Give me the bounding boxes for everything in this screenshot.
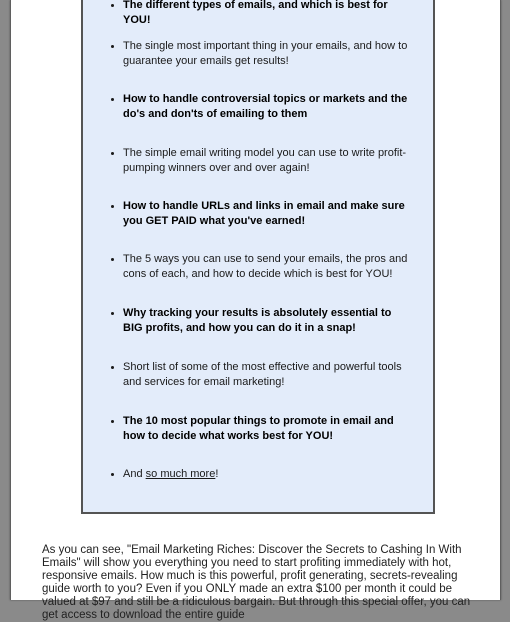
list-item-text: The single most important thing in your emails, and how to guarantee your emails get results! bbox=[123, 40, 408, 67]
bullet-icon bbox=[111, 98, 114, 101]
intro-paragraph: As you can see, "Email Marketing Riches: Discover the Secrets to Cashing In With Emails" will show you everything you need to start profiting immediately with hot, responsive emails. How much is this powerful, profit generating, secrets-revealing guide worth to you? Even if you ONLY made an extra $100 per month it could be valued at $97 and still be a ridiculous bargain. But through this special offer, you can get access to download the entire guide bbox=[42, 544, 471, 621]
sales-page bbox=[10, 0, 501, 621]
list-item-prefix: And bbox=[123, 468, 146, 480]
list-item bbox=[123, 146, 413, 176]
list-item-text: The different types of emails, and which is best for YOU! bbox=[123, 0, 388, 26]
list-item bbox=[123, 92, 413, 122]
list-item bbox=[123, 39, 413, 69]
list-item-text: The 10 most popular things to promote in email and how to decide what works best for YOU! bbox=[123, 415, 394, 442]
list-item-text: Why tracking your results is absolutely essential to BIG profits, and how you can do it in a snap! bbox=[123, 307, 392, 334]
list-item bbox=[123, 252, 413, 282]
bullet-icon bbox=[111, 473, 114, 476]
list-item bbox=[123, 360, 413, 390]
list-item-text: The 5 ways you can use to send your emails, the pros and cons of each, and how to decide which is best for YOU! bbox=[123, 253, 408, 280]
feature-list-box bbox=[81, 0, 435, 514]
list-item bbox=[123, 414, 413, 444]
list-item-text: How to handle controversial topics or markets and the do's and don'ts of emailing to them bbox=[123, 93, 408, 120]
bullet-icon bbox=[111, 45, 114, 48]
list-item-suffix: ! bbox=[215, 468, 219, 480]
bullet-icon bbox=[111, 258, 114, 261]
bullet-icon bbox=[111, 420, 114, 423]
list-item bbox=[123, 306, 413, 336]
list-item-text: The simple email writing model you can use to write profit-pumping winners over and over again! bbox=[123, 147, 407, 174]
bullet-icon bbox=[111, 366, 114, 369]
list-item-text: How to handle URLs and links in email and make sure you GET PAID what you've earned! bbox=[123, 200, 405, 227]
list-item-text: Short list of some of the most effective and powerful tools and services for email marketing! bbox=[123, 361, 402, 388]
bullet-icon bbox=[111, 312, 114, 315]
bullet-icon bbox=[111, 205, 114, 208]
so-much-more-link[interactable]: so much more bbox=[145, 468, 216, 480]
list-item-last bbox=[123, 467, 413, 482]
bullet-icon bbox=[111, 152, 114, 155]
bullet-icon bbox=[111, 4, 114, 7]
list-item bbox=[123, 0, 413, 28]
list-item bbox=[123, 199, 413, 229]
